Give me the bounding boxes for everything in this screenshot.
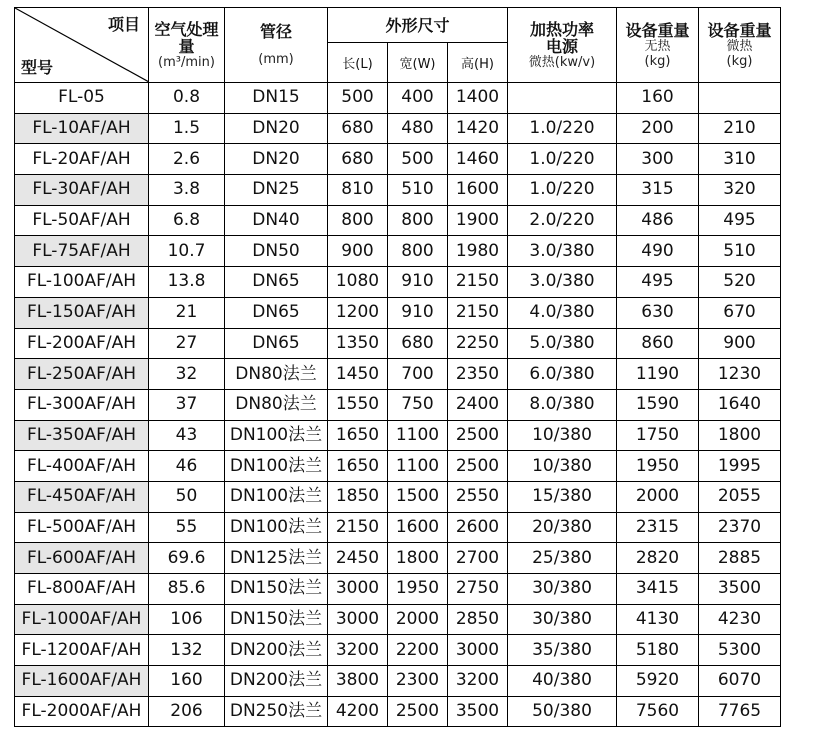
- pipe-header-title: 管径: [259, 22, 292, 41]
- table-row: [15, 543, 781, 574]
- length-cell: 2450: [328, 543, 388, 574]
- width-cell: 500: [388, 144, 448, 175]
- weight-micro-cell: 670: [699, 297, 781, 328]
- weight-none-cell: 5920: [617, 666, 699, 697]
- weight-none-cell: 3415: [617, 574, 699, 605]
- power-header-title-2: 电源: [545, 36, 578, 56]
- width-header-cell: [388, 43, 448, 83]
- pipe-size-cell: DN25: [225, 175, 328, 206]
- weight-none-header-title: 设备重量: [625, 20, 690, 40]
- table-row: [15, 359, 781, 390]
- weight-none-cell: 2315: [617, 512, 699, 543]
- width-cell: 800: [388, 236, 448, 267]
- width-cell: 750: [388, 389, 448, 420]
- table-row: [15, 236, 781, 267]
- height-cell: 3200: [448, 666, 508, 697]
- heating-power-cell: 4.0/380: [508, 297, 617, 328]
- weight-micro-cell: 4230: [699, 604, 781, 635]
- length-cell: 1650: [328, 420, 388, 451]
- weight-micro-header-title: 设备重量: [707, 20, 772, 40]
- weight-micro-cell: 2055: [699, 481, 781, 512]
- pipe-size-cell: DN250法兰: [225, 696, 328, 727]
- table-row: [15, 481, 781, 512]
- table-row: [15, 666, 781, 697]
- dims-header-title: 外形尺寸: [385, 15, 450, 35]
- weight-none-cell: 1950: [617, 451, 699, 482]
- heating-power-cell: 30/380: [508, 604, 617, 635]
- height-cell: 1900: [448, 205, 508, 236]
- height-cell: 1460: [448, 144, 508, 175]
- width-cell: 2300: [388, 666, 448, 697]
- weight-none-header-unit: (kg): [644, 53, 671, 69]
- height-cell: 2350: [448, 359, 508, 390]
- weight-none-cell: 2000: [617, 481, 699, 512]
- model-cell: FL-75AF/AH: [15, 236, 149, 267]
- length-cell: 1450: [328, 359, 388, 390]
- width-cell: 1100: [388, 451, 448, 482]
- air-flow-cell: 2.6: [149, 144, 225, 175]
- model-cell: FL-150AF/AH: [15, 297, 149, 328]
- table-row: [15, 205, 781, 236]
- length-cell: 500: [328, 83, 388, 114]
- table-row: [15, 297, 781, 328]
- weight-none-cell: 486: [617, 205, 699, 236]
- air-flow-cell: 13.8: [149, 267, 225, 298]
- heating-power-cell: 8.0/380: [508, 389, 617, 420]
- width-cell: 2500: [388, 696, 448, 727]
- pipe-size-cell: DN150法兰: [225, 574, 328, 605]
- pipe-size-cell: DN100法兰: [225, 481, 328, 512]
- power-header-title-1: 加热功率: [529, 19, 594, 39]
- heating-power-cell: 3.0/380: [508, 236, 617, 267]
- weight-micro-header-sub: 微热: [726, 38, 753, 54]
- length-cell: 1350: [328, 328, 388, 359]
- pipe-size-cell: DN100法兰: [225, 451, 328, 482]
- model-cell: FL-400AF/AH: [15, 451, 149, 482]
- pipe-size-cell: DN80法兰: [225, 359, 328, 390]
- width-cell: 2200: [388, 635, 448, 666]
- length-cell: 810: [328, 175, 388, 206]
- width-cell: 2000: [388, 604, 448, 635]
- pipe-size-cell: DN200法兰: [225, 666, 328, 697]
- weight-micro-cell: [699, 83, 781, 114]
- height-cell: 1600: [448, 175, 508, 206]
- table-row: [15, 144, 781, 175]
- pipe-size-cell: DN100法兰: [225, 512, 328, 543]
- air-flow-cell: 69.6: [149, 543, 225, 574]
- table-row: [15, 83, 781, 114]
- pipe-header-unit: (mm): [258, 52, 294, 67]
- width-cell: 910: [388, 267, 448, 298]
- spec-table-body: [15, 83, 781, 727]
- pipe-size-cell: DN80法兰: [225, 389, 328, 420]
- model-cell: FL-300AF/AH: [15, 389, 149, 420]
- length-cell: 1200: [328, 297, 388, 328]
- weight-micro-header-unit: (kg): [726, 53, 753, 69]
- pipe-size-cell: DN150法兰: [225, 604, 328, 635]
- weight-none-cell: 1590: [617, 389, 699, 420]
- pipe-size-cell: DN15: [225, 83, 328, 114]
- air-header-cell: [149, 8, 225, 83]
- height-cell: 2550: [448, 481, 508, 512]
- length-cell: 680: [328, 144, 388, 175]
- height-cell: 2750: [448, 574, 508, 605]
- pipe-size-cell: DN65: [225, 328, 328, 359]
- air-flow-cell: 0.8: [149, 83, 225, 114]
- height-cell: 3000: [448, 635, 508, 666]
- model-cell: FL-800AF/AH: [15, 574, 149, 605]
- length-cell: 4200: [328, 696, 388, 727]
- width-cell: 480: [388, 113, 448, 144]
- weight-none-cell: 495: [617, 267, 699, 298]
- table-row: [15, 175, 781, 206]
- weight-none-cell: 5180: [617, 635, 699, 666]
- spec-table: [14, 7, 781, 727]
- height-cell: 2850: [448, 604, 508, 635]
- length-cell: 3800: [328, 666, 388, 697]
- weight-micro-cell: 510: [699, 236, 781, 267]
- height-header-cell: [448, 43, 508, 83]
- air-flow-cell: 132: [149, 635, 225, 666]
- height-cell: 2400: [448, 389, 508, 420]
- weight-none-cell: 300: [617, 144, 699, 175]
- heating-power-cell: 1.0/220: [508, 175, 617, 206]
- air-flow-cell: 206: [149, 696, 225, 727]
- length-cell: 1080: [328, 267, 388, 298]
- heating-power-cell: 30/380: [508, 574, 617, 605]
- power-header-unit: 微热(kw/v): [528, 54, 596, 70]
- power-header-cell: [508, 8, 617, 83]
- dims-header-cell: [328, 8, 508, 43]
- weight-none-cell: 1190: [617, 359, 699, 390]
- table-row: [15, 696, 781, 727]
- width-cell: 680: [388, 328, 448, 359]
- weight-micro-cell: 1230: [699, 359, 781, 390]
- model-cell: FL-2000AF/AH: [15, 696, 149, 727]
- heating-power-cell: 40/380: [508, 666, 617, 697]
- pipe-size-cell: DN65: [225, 297, 328, 328]
- weight-micro-cell: 900: [699, 328, 781, 359]
- weight-micro-cell: 3500: [699, 574, 781, 605]
- weight-none-cell: 7560: [617, 696, 699, 727]
- height-cell: 2250: [448, 328, 508, 359]
- corner-header-cell: [15, 8, 149, 83]
- air-flow-cell: 3.8: [149, 175, 225, 206]
- table-row: [15, 512, 781, 543]
- header-row-top: [15, 8, 781, 43]
- air-flow-cell: 27: [149, 328, 225, 359]
- weight-micro-cell: 520: [699, 267, 781, 298]
- model-cell: FL-50AF/AH: [15, 205, 149, 236]
- weight-micro-header-cell: [699, 8, 781, 83]
- height-cell: 2600: [448, 512, 508, 543]
- model-cell: FL-450AF/AH: [15, 481, 149, 512]
- heating-power-cell: 50/380: [508, 696, 617, 727]
- air-flow-cell: 55: [149, 512, 225, 543]
- height-cell: 2500: [448, 451, 508, 482]
- model-cell: FL-250AF/AH: [15, 359, 149, 390]
- height-cell: 2150: [448, 267, 508, 298]
- table-row: [15, 328, 781, 359]
- model-cell: FL-1600AF/AH: [15, 666, 149, 697]
- height-cell: 3500: [448, 696, 508, 727]
- weight-micro-cell: 210: [699, 113, 781, 144]
- air-flow-cell: 10.7: [149, 236, 225, 267]
- weight-none-header-cell: [617, 8, 699, 83]
- width-cell: 400: [388, 83, 448, 114]
- weight-micro-cell: 1640: [699, 389, 781, 420]
- table-row: [15, 635, 781, 666]
- weight-none-cell: 2820: [617, 543, 699, 574]
- width-cell: 910: [388, 297, 448, 328]
- model-cell: FL-500AF/AH: [15, 512, 149, 543]
- weight-none-cell: 315: [617, 175, 699, 206]
- air-flow-cell: 43: [149, 420, 225, 451]
- width-cell: 1500: [388, 481, 448, 512]
- weight-none-header-sub: 无热: [644, 38, 671, 54]
- air-flow-cell: 106: [149, 604, 225, 635]
- weight-micro-cell: 2885: [699, 543, 781, 574]
- height-header-label: 高(H): [461, 56, 494, 72]
- length-header-cell: [328, 43, 388, 83]
- model-cell: FL-600AF/AH: [15, 543, 149, 574]
- heating-power-cell: 6.0/380: [508, 359, 617, 390]
- weight-none-cell: 4130: [617, 604, 699, 635]
- air-flow-cell: 1.5: [149, 113, 225, 144]
- pipe-size-cell: DN50: [225, 236, 328, 267]
- length-cell: 680: [328, 113, 388, 144]
- air-flow-cell: 160: [149, 666, 225, 697]
- air-flow-cell: 21: [149, 297, 225, 328]
- heating-power-cell: 10/380: [508, 420, 617, 451]
- length-cell: 1850: [328, 481, 388, 512]
- weight-micro-cell: 1995: [699, 451, 781, 482]
- heating-power-cell: 15/380: [508, 481, 617, 512]
- air-flow-cell: 85.6: [149, 574, 225, 605]
- weight-micro-cell: 1800: [699, 420, 781, 451]
- height-cell: 1980: [448, 236, 508, 267]
- heating-power-cell: 10/380: [508, 451, 617, 482]
- table-row: [15, 113, 781, 144]
- height-cell: 1400: [448, 83, 508, 114]
- weight-micro-cell: 320: [699, 175, 781, 206]
- air-flow-cell: 50: [149, 481, 225, 512]
- length-cell: 3000: [328, 604, 388, 635]
- table-row: [15, 267, 781, 298]
- heating-power-cell: 1.0/220: [508, 113, 617, 144]
- table-row: [15, 420, 781, 451]
- air-flow-cell: 37: [149, 389, 225, 420]
- air-header-unit: (m³/min): [158, 54, 215, 70]
- air-flow-cell: 32: [149, 359, 225, 390]
- height-cell: 1420: [448, 113, 508, 144]
- corner-bottom-label: 型号: [21, 58, 54, 77]
- length-cell: 800: [328, 205, 388, 236]
- table-row: [15, 574, 781, 605]
- heating-power-cell: 35/380: [508, 635, 617, 666]
- width-cell: 510: [388, 175, 448, 206]
- model-cell: FL-350AF/AH: [15, 420, 149, 451]
- weight-micro-cell: 5300: [699, 635, 781, 666]
- length-cell: 3200: [328, 635, 388, 666]
- length-cell: 900: [328, 236, 388, 267]
- height-cell: 2500: [448, 420, 508, 451]
- weight-micro-cell: 495: [699, 205, 781, 236]
- pipe-size-cell: DN125法兰: [225, 543, 328, 574]
- width-cell: 1800: [388, 543, 448, 574]
- weight-micro-cell: 7765: [699, 696, 781, 727]
- weight-none-cell: 1750: [617, 420, 699, 451]
- height-cell: 2700: [448, 543, 508, 574]
- width-cell: 800: [388, 205, 448, 236]
- pipe-size-cell: DN65: [225, 267, 328, 298]
- heating-power-cell: 1.0/220: [508, 144, 617, 175]
- heating-power-cell: 20/380: [508, 512, 617, 543]
- weight-none-cell: 630: [617, 297, 699, 328]
- length-cell: 1550: [328, 389, 388, 420]
- weight-none-cell: 160: [617, 83, 699, 114]
- weight-none-cell: 860: [617, 328, 699, 359]
- model-cell: FL-1200AF/AH: [15, 635, 149, 666]
- weight-none-cell: 490: [617, 236, 699, 267]
- weight-none-cell: 200: [617, 113, 699, 144]
- width-cell: 1600: [388, 512, 448, 543]
- heating-power-cell: 3.0/380: [508, 267, 617, 298]
- pipe-size-cell: DN20: [225, 113, 328, 144]
- length-cell: 1650: [328, 451, 388, 482]
- width-header-label: 宽(W): [399, 56, 436, 72]
- pipe-size-cell: DN20: [225, 144, 328, 175]
- table-row: [15, 604, 781, 635]
- model-cell: FL-1000AF/AH: [15, 604, 149, 635]
- heating-power-cell: [508, 83, 617, 114]
- weight-micro-cell: 2370: [699, 512, 781, 543]
- length-header-label: 长(L): [342, 56, 373, 72]
- air-flow-cell: 46: [149, 451, 225, 482]
- width-cell: 700: [388, 359, 448, 390]
- pipe-size-cell: DN100法兰: [225, 420, 328, 451]
- pipe-header-cell: [225, 8, 328, 83]
- pipe-size-cell: DN40: [225, 205, 328, 236]
- length-cell: 2150: [328, 512, 388, 543]
- air-flow-cell: 6.8: [149, 205, 225, 236]
- weight-micro-cell: 6070: [699, 666, 781, 697]
- pipe-size-cell: DN200法兰: [225, 635, 328, 666]
- model-cell: FL-20AF/AH: [15, 144, 149, 175]
- heating-power-cell: 25/380: [508, 543, 617, 574]
- model-cell: FL-100AF/AH: [15, 267, 149, 298]
- model-cell: FL-30AF/AH: [15, 175, 149, 206]
- table-row: [15, 389, 781, 420]
- length-cell: 3000: [328, 574, 388, 605]
- height-cell: 2150: [448, 297, 508, 328]
- model-cell: FL-10AF/AH: [15, 113, 149, 144]
- table-row: [15, 451, 781, 482]
- width-cell: 1950: [388, 574, 448, 605]
- heating-power-cell: 2.0/220: [508, 205, 617, 236]
- corner-top-label: 项目: [107, 15, 140, 34]
- model-cell: FL-05: [15, 83, 149, 114]
- air-header-title: 空气处理量: [154, 19, 219, 56]
- weight-micro-cell: 310: [699, 144, 781, 175]
- model-cell: FL-200AF/AH: [15, 328, 149, 359]
- width-cell: 1100: [388, 420, 448, 451]
- heating-power-cell: 5.0/380: [508, 328, 617, 359]
